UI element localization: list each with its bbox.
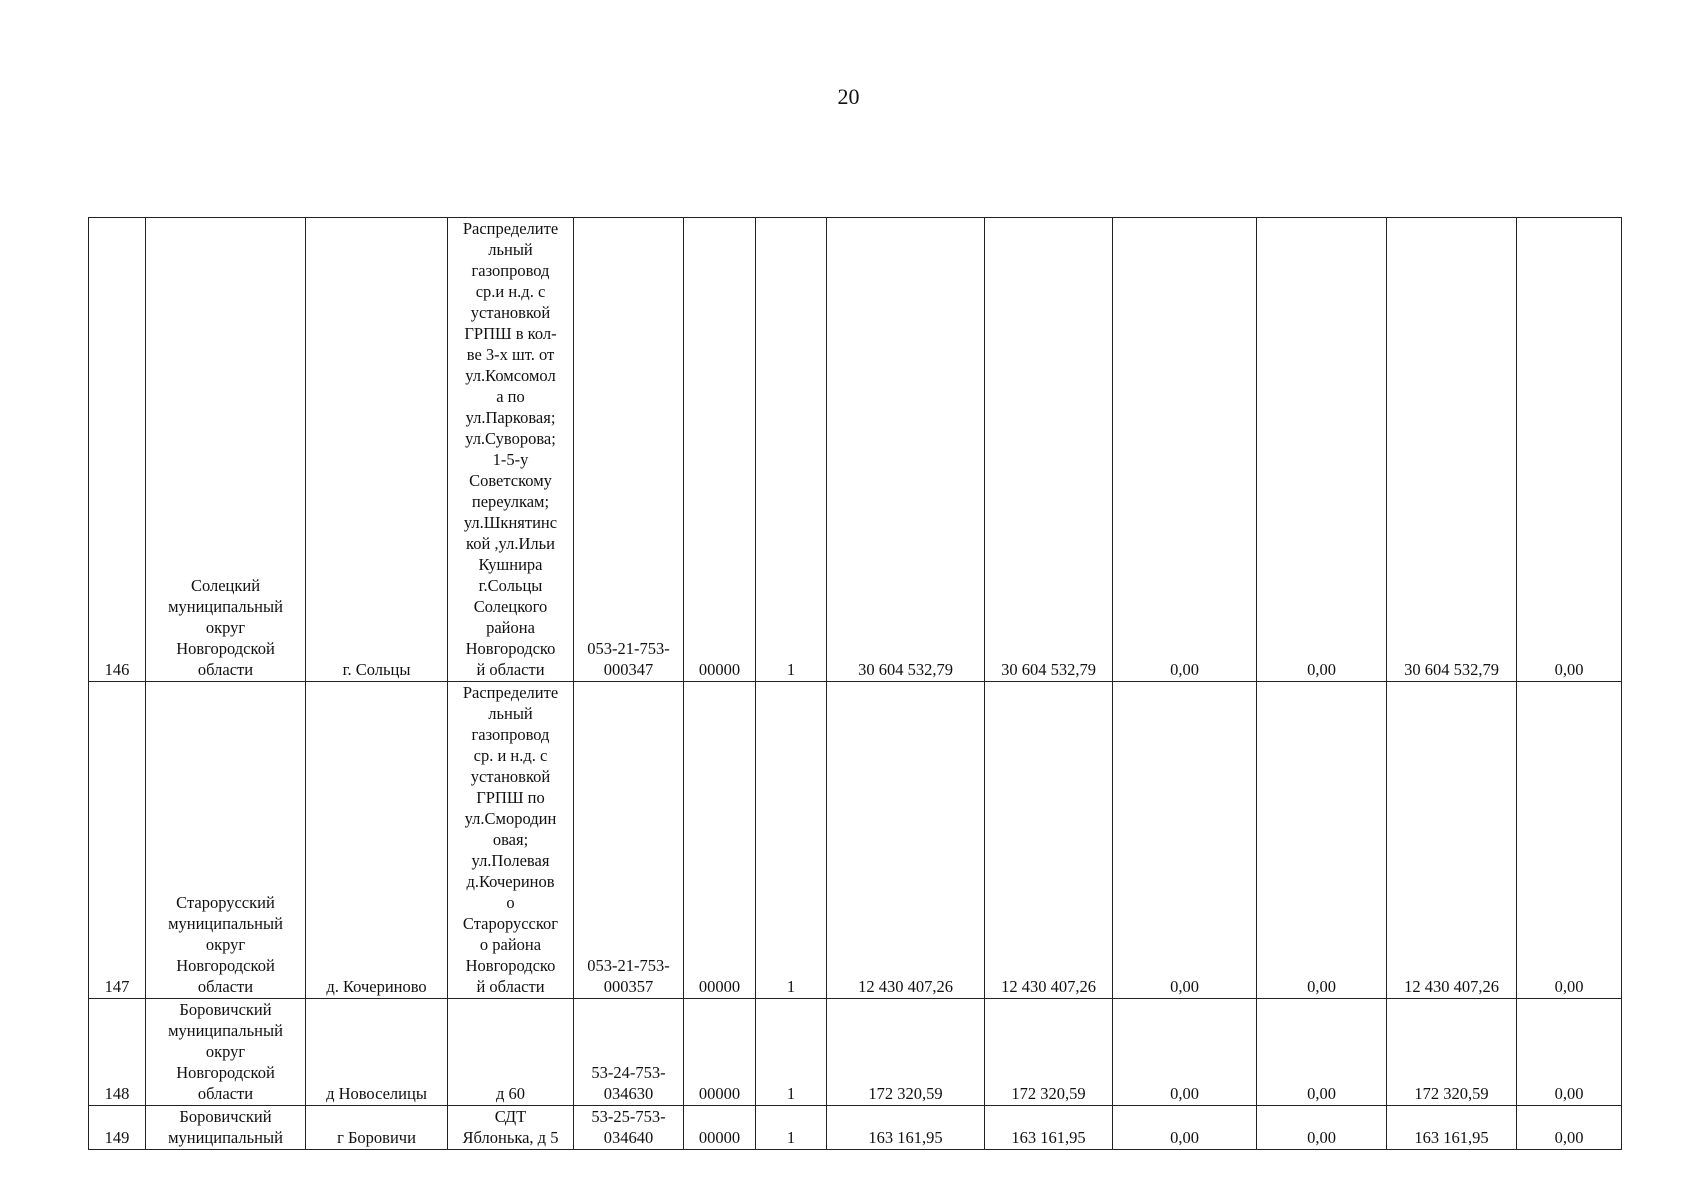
quantity-cell: 1 — [756, 1106, 827, 1150]
value-cell: 0,00 — [1113, 1106, 1257, 1150]
row-index: 148 — [89, 999, 146, 1106]
code-suffix-cell: 00000 — [684, 218, 756, 682]
value-cell: 172 320,59 — [827, 999, 985, 1106]
municipality-cell: Боровичский муниципальный — [146, 1106, 306, 1150]
object-cell: д 60 — [448, 999, 574, 1106]
value-cell: 163 161,95 — [1387, 1106, 1517, 1150]
value-cell: 0,00 — [1517, 1106, 1622, 1150]
value-cell: 0,00 — [1257, 682, 1387, 999]
value-cell: 0,00 — [1257, 999, 1387, 1106]
row-index: 146 — [89, 218, 146, 682]
value-cell: 0,00 — [1517, 999, 1622, 1106]
table-row — [89, 682, 1622, 999]
object-cell: СДТ Яблонька, д 5 — [448, 1106, 574, 1150]
code-suffix-cell: 00000 — [684, 999, 756, 1106]
code-cell: 053-21-753- 000357 — [574, 682, 684, 999]
value-cell: 30 604 532,79 — [985, 218, 1113, 682]
code-cell: 053-21-753- 000347 — [574, 218, 684, 682]
settlement-cell: г Боровичи — [306, 1106, 448, 1150]
value-cell: 0,00 — [1113, 218, 1257, 682]
value-cell: 163 161,95 — [827, 1106, 985, 1150]
settlement-cell: д Новоселицы — [306, 999, 448, 1106]
municipality-cell: Старорусский муниципальный округ Новгородской области — [146, 682, 306, 999]
table-row — [89, 218, 1622, 682]
table-row — [89, 999, 1622, 1106]
value-cell: 12 430 407,26 — [985, 682, 1113, 999]
municipality-cell: Солецкий муниципальный округ Новгородской области — [146, 218, 306, 682]
value-cell: 30 604 532,79 — [827, 218, 985, 682]
quantity-cell: 1 — [756, 682, 827, 999]
quantity-cell: 1 — [756, 218, 827, 682]
municipality-cell: Боровичский муниципальный округ Новгородской области — [146, 999, 306, 1106]
quantity-cell: 1 — [756, 999, 827, 1106]
value-cell: 12 430 407,26 — [1387, 682, 1517, 999]
value-cell: 0,00 — [1113, 682, 1257, 999]
object-cell: Распределите льный газопровод ср. и н.д. с установкой ГРПШ по ул.Смородин овая; ул.Полевая д.Кочеринов о Старорусског о района Новгородско й области — [448, 682, 574, 999]
code-cell: 53-25-753- 034640 — [574, 1106, 684, 1150]
value-cell: 0,00 — [1517, 218, 1622, 682]
page-number: 20 — [837, 84, 860, 109]
value-cell: 172 320,59 — [1387, 999, 1517, 1106]
object-cell: Распределите льный газопровод ср.и н.д. с установкой ГРПШ в кол- ве 3-х шт. от ул.Комсомол а по ул.Парковая; ул.Суворова; 1-5-у Советскому переулкам; ул.Шкнятинс кой ,ул.Ильи Кушнира г.Сольцы Солецкого района Новгородско й области — [448, 218, 574, 682]
code-suffix-cell: 00000 — [684, 1106, 756, 1150]
table-row — [89, 1106, 1622, 1150]
value-cell: 172 320,59 — [985, 999, 1113, 1106]
register-table — [88, 217, 1622, 1150]
value-cell: 30 604 532,79 — [1387, 218, 1517, 682]
value-cell: 163 161,95 — [985, 1106, 1113, 1150]
value-cell: 0,00 — [1517, 682, 1622, 999]
value-cell: 12 430 407,26 — [827, 682, 985, 999]
value-cell: 0,00 — [1113, 999, 1257, 1106]
row-index: 147 — [89, 682, 146, 999]
settlement-cell: д. Кочериново — [306, 682, 448, 999]
code-cell: 53-24-753- 034630 — [574, 999, 684, 1106]
settlement-cell: г. Сольцы — [306, 218, 448, 682]
code-suffix-cell: 00000 — [684, 682, 756, 999]
value-cell: 0,00 — [1257, 218, 1387, 682]
value-cell: 0,00 — [1257, 1106, 1387, 1150]
row-index: 149 — [89, 1106, 146, 1150]
